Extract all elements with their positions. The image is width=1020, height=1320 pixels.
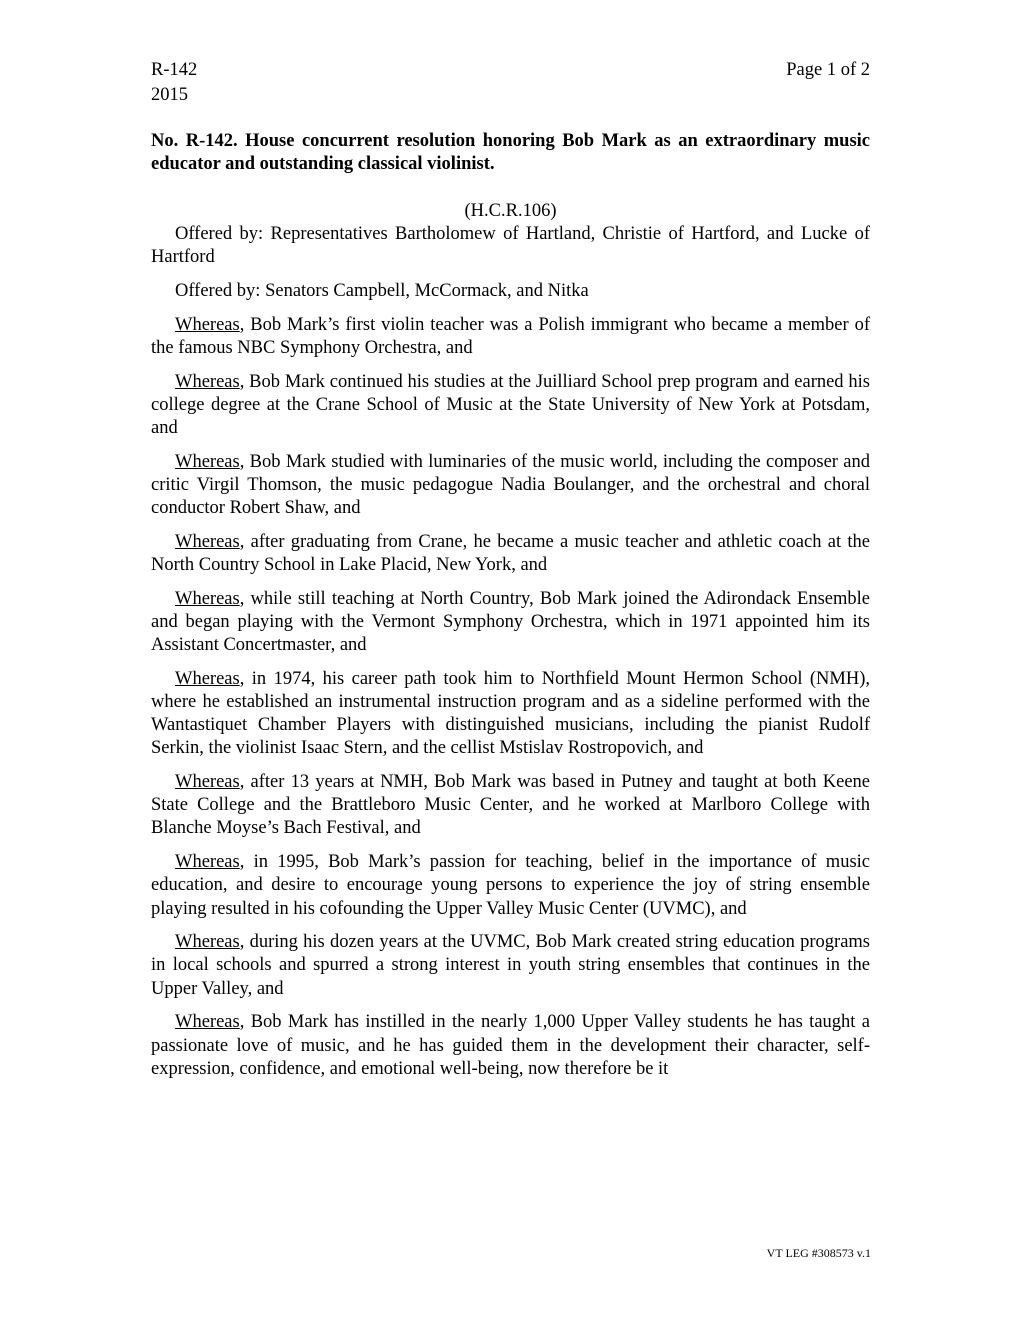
document-header bbox=[151, 58, 870, 108]
clause-text: , while still teaching at North Country, Bob Mark joined the Adirondack Ensemble and began playing with the Vermont Symphony Orchestra, which in 1971 appointed him its Assistant Concertmaster, and bbox=[151, 588, 870, 656]
clause-text: , during his dozen years at the UVMC, Bob Mark created string education programs in local schools and spurred a strong interest in youth string ensembles that continues in the Upper Valley, and bbox=[151, 932, 870, 999]
whereas-word: Whereas bbox=[175, 772, 240, 793]
whereas-word: Whereas bbox=[175, 371, 240, 392]
whereas-word: Whereas bbox=[175, 932, 240, 953]
clause-text: , Bob Mark continued his studies at the Juilliard School prep program and earned his college degree at the Crane School of Music at the State University of New York at Potsdam, and bbox=[151, 371, 870, 438]
whereas-clause bbox=[151, 931, 870, 1001]
whereas-clause bbox=[151, 851, 870, 921]
clause-text: , after 13 years at NMH, Bob Mark was based in Putney and taught at both Keene State College and the Brattleboro Music Center, and he worked at Marlboro College with Blanche Moyse’s Bach Festival, and bbox=[151, 772, 870, 839]
clause-text: , in 1995, Bob Mark’s passion for teaching, belief in the importance of music education, and desire to encourage young persons to experience the joy of string ensemble playing resulted in his cofounding the Upper Valley Music Center (UVMC), and bbox=[151, 852, 870, 919]
offered-by-representatives: Offered by: Representatives Bartholomew of Hartland, Christie of Hartford, and Lucke of Hartford bbox=[151, 224, 870, 268]
whereas-clause bbox=[151, 371, 870, 441]
document-footer: VT LEG #308573 v.1 bbox=[766, 1246, 871, 1260]
document-page bbox=[151, 58, 870, 1092]
whereas-clause bbox=[151, 1011, 870, 1081]
whereas-clause bbox=[151, 668, 870, 761]
hcr-number: (H.C.R.106) bbox=[464, 201, 557, 221]
page-number: Page 1 of 2 bbox=[786, 60, 870, 80]
whereas-word: Whereas bbox=[175, 588, 240, 609]
whereas-clause bbox=[151, 314, 870, 360]
whereas-clause bbox=[151, 771, 870, 841]
clause-text: , Bob Mark studied with luminaries of the music world, including the composer and critic Virgil Thomson, the music pedagogue Nadia Boulanger, and the orchestral and choral conductor Robert Shaw, and bbox=[151, 451, 870, 519]
whereas-clause bbox=[151, 588, 870, 658]
offered-by-senators: Offered by: Senators Campbell, McCormack, and Nitka bbox=[175, 280, 589, 301]
whereas-word: Whereas bbox=[175, 451, 240, 472]
whereas-word: Whereas bbox=[175, 668, 240, 689]
whereas-word: Whereas bbox=[175, 852, 240, 873]
clause-text: , Bob Mark has instilled in the nearly 1,000 Upper Valley students he has taught a passionate love of music, and he has guided them in the development their character, self-expression, confidence, and emotional well-being, now therefore be it bbox=[151, 1012, 870, 1079]
whereas-clause bbox=[151, 451, 870, 521]
doc-year: 2015 bbox=[151, 85, 188, 105]
whereas-word: Whereas bbox=[175, 1012, 240, 1033]
whereas-clause bbox=[151, 531, 870, 577]
whereas-word: Whereas bbox=[175, 531, 240, 552]
resolution-title: No. R-142. House concurrent resolution honoring Bob Mark as an extraordinary music educator and outstanding classical violinist. bbox=[151, 131, 870, 174]
clause-text: , in 1974, his career path took him to Northfield Mount Hermon School (NMH), where he established an instrumental instruction program and as a sideline performed with the Wantastiquet Chamber Players with distinguished musicians, including the pianist Rudolf Serkin, the violinist Isaac Stern, and the cellist Mstislav Rostropovich, and bbox=[151, 668, 870, 759]
clause-text: , Bob Mark’s first violin teacher was a Polish immigrant who became a member of the famous NBC Symphony Orchestra, and bbox=[151, 314, 870, 358]
doc-id: R-142 bbox=[151, 60, 198, 80]
clause-text: , after graduating from Crane, he became a music teacher and athletic coach at the North Country School in Lake Placid, New York, and bbox=[151, 531, 870, 575]
whereas-word: Whereas bbox=[175, 314, 240, 335]
